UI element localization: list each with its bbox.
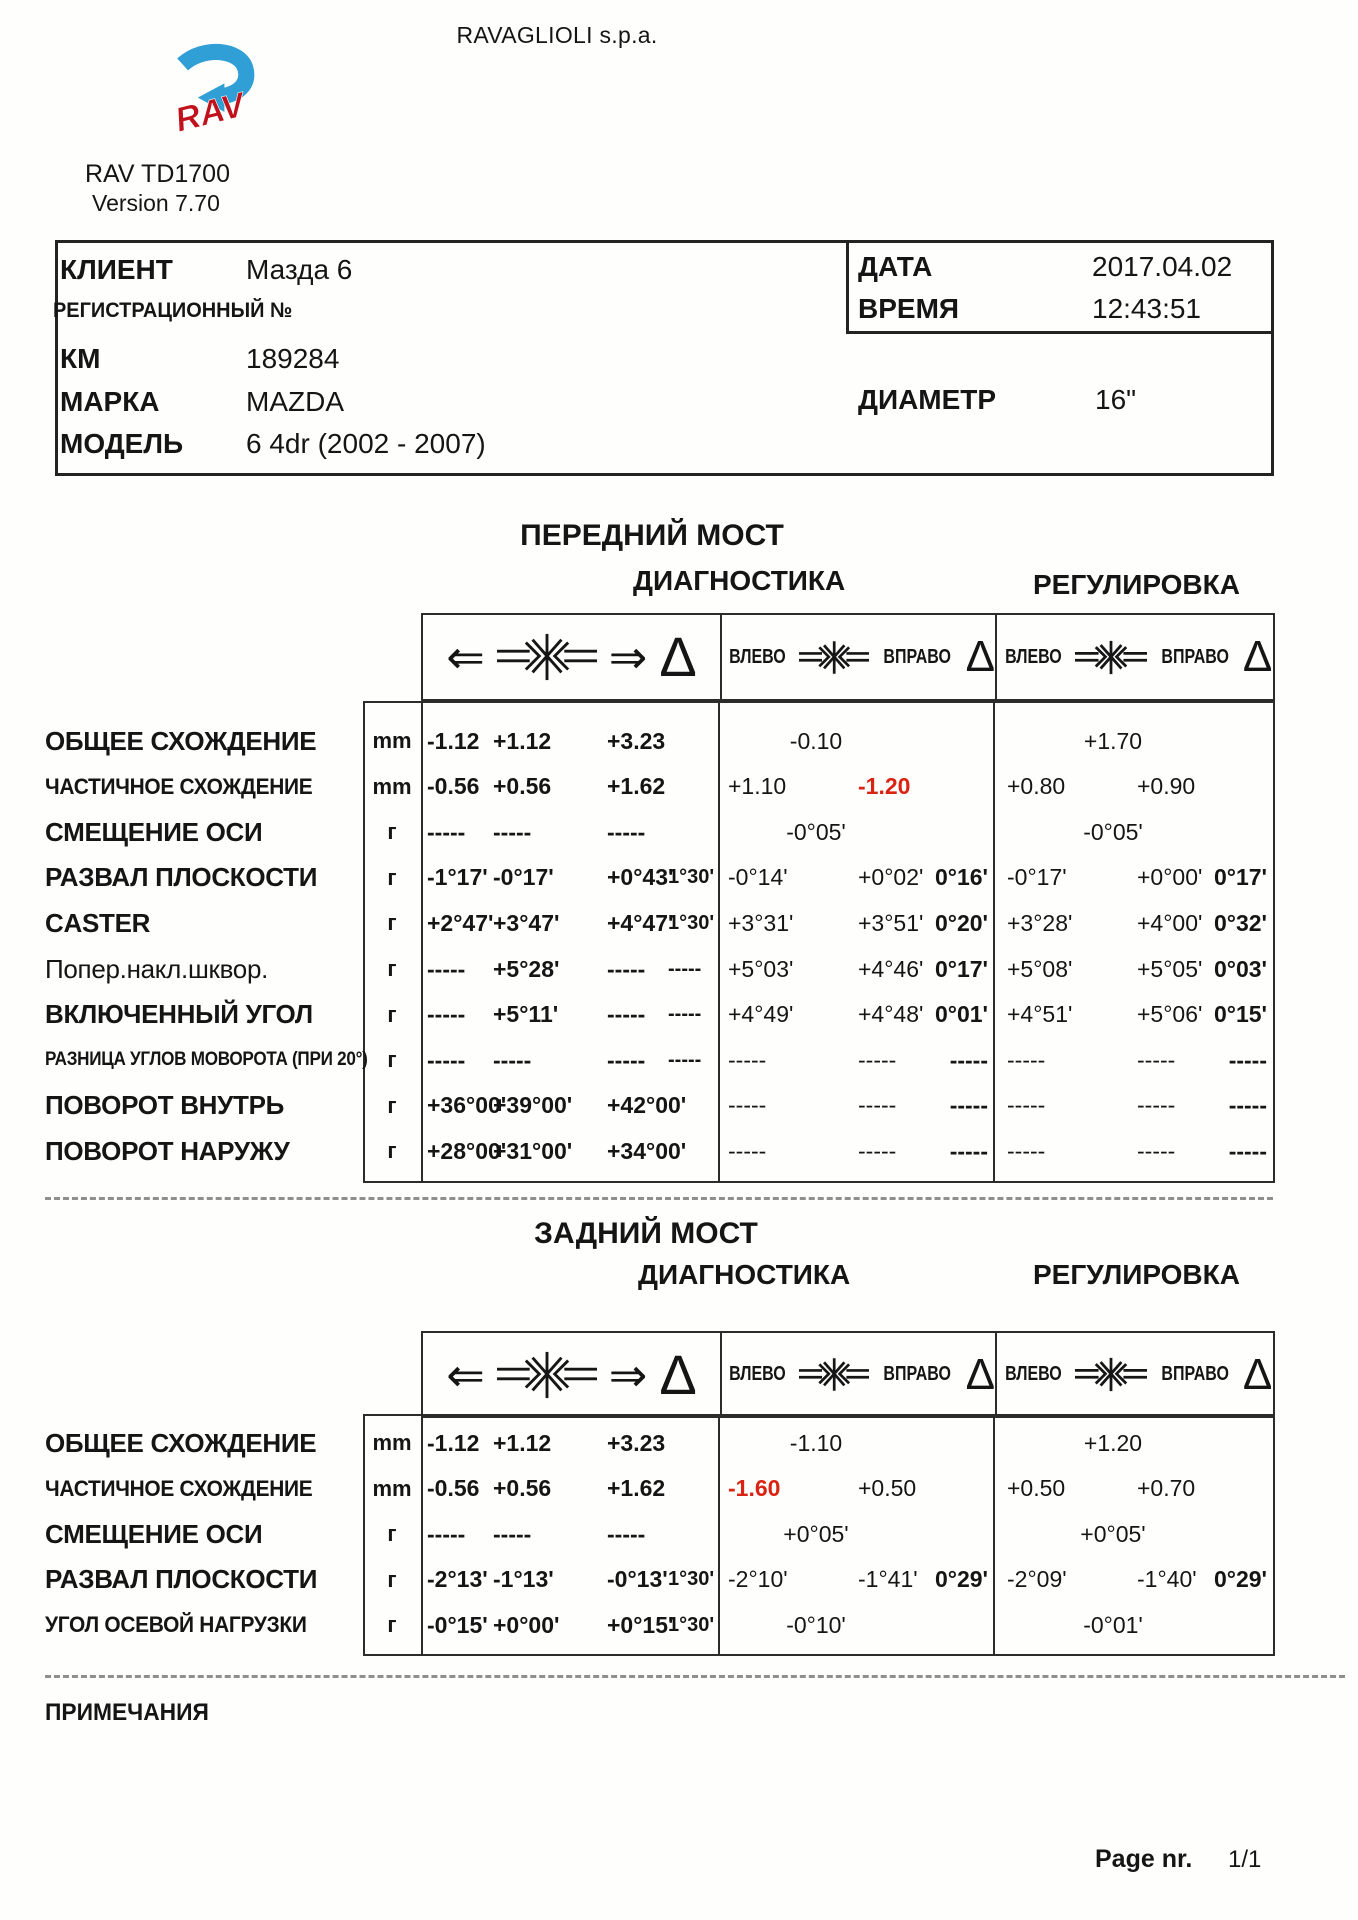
diag-delta-value: -----: [949, 1137, 988, 1164]
diag-delta-value: -----: [949, 1092, 988, 1119]
row-label: CASTER: [45, 907, 151, 938]
spec-max-value: +1.62: [607, 1475, 666, 1502]
spec-min-value: -0.56: [427, 1475, 480, 1502]
spec-min-value: -----: [427, 1001, 466, 1028]
spec-min-value: +36°00': [427, 1092, 507, 1119]
diag-left-value: +5°03': [728, 955, 794, 982]
row-unit: г: [387, 1521, 397, 1547]
date-value: 2017.04.02: [1092, 251, 1233, 282]
page-number-label: Page nr.: [1095, 1845, 1193, 1873]
diameter-value: 16": [1095, 384, 1137, 415]
delta-icon: Δ: [1242, 632, 1273, 681]
spec-mid-value: -1°13': [493, 1566, 554, 1593]
spec-mid-value: +39°00': [493, 1092, 573, 1119]
adj-right-value: -----: [1137, 1137, 1176, 1164]
adj-right-value: -1°40': [1137, 1566, 1197, 1593]
diag-left-value: -----: [728, 1092, 767, 1119]
spec-min-value: -2°13': [427, 1566, 488, 1593]
row-label: РАЗВАЛ ПЛОСКОСТИ: [45, 862, 318, 893]
model-value: 6 4dr (2002 - 2007): [246, 428, 486, 459]
rear-table-header: [421, 1331, 1275, 1418]
client-label: КЛИЕНТ: [60, 254, 173, 285]
client-value: Мазда 6: [246, 254, 353, 285]
spec-min-value: -1.12: [427, 1429, 480, 1456]
row-label: СМЕЩЕНИЕ ОСИ: [45, 1518, 263, 1549]
spec-max-value: -----: [607, 818, 646, 845]
diag-center-value: -0.10: [789, 727, 843, 754]
adj-right-value: +0°00': [1137, 864, 1203, 891]
spec-mid-value: -----: [493, 1046, 532, 1073]
delta-icon: Δ: [965, 632, 995, 681]
spec-min-value: -1°17': [427, 864, 488, 891]
toe-icon: [799, 1356, 869, 1393]
diag-right-value: -1.20: [858, 773, 911, 800]
adj-delta-value: 0°29': [1213, 1566, 1267, 1593]
spec-mid-value: +0°00': [493, 1611, 560, 1638]
adj-left-value: +3°28': [1007, 909, 1073, 936]
row-label: Попер.накл.шквор.: [45, 953, 269, 984]
rav-logo-icon: [156, 40, 270, 142]
time-value: 12:43:51: [1092, 293, 1201, 324]
table-row: [0, 763, 1358, 811]
table-row: [0, 899, 1358, 947]
left-direction-label: ВЛЕВО: [729, 1363, 786, 1385]
row-unit: г: [387, 910, 397, 936]
tolerance-value: -----: [668, 1048, 702, 1071]
row-label: ВКЛЮЧЕННЫЙ УГОЛ: [45, 999, 313, 1030]
diag-left-value: -2°10': [728, 1566, 788, 1593]
right-direction-label: ВПРАВО: [883, 1363, 952, 1385]
diag-left-value: +3°31': [728, 909, 794, 936]
diag-right-value: +3°51': [858, 909, 924, 936]
row-label: ОБЩЕЕ СХОЖДЕНИЕ: [45, 1427, 317, 1458]
km-label: КМ: [60, 343, 101, 374]
row-unit: mm: [372, 1475, 412, 1501]
delta-icon: Δ: [965, 1349, 995, 1399]
tolerance-value: 1°30': [668, 911, 715, 934]
table-row: [0, 1127, 1358, 1175]
diag-center-value: -1.10: [789, 1429, 843, 1456]
table-row: [0, 1601, 1358, 1649]
toe-icon: [1075, 639, 1147, 676]
diag-right-value: -----: [858, 1092, 897, 1119]
row-unit: г: [387, 1001, 397, 1027]
right-direction-label: ВПРАВО: [1160, 1363, 1229, 1385]
table-row: [0, 991, 1358, 1039]
adj-right-value: +5°06': [1137, 1001, 1203, 1028]
table-row: [0, 1419, 1358, 1467]
adj-right-value: +0.70: [1137, 1475, 1196, 1502]
software-version: Version 7.70: [92, 190, 220, 216]
adj-delta-value: -----: [1228, 1046, 1267, 1073]
row-unit: г: [387, 956, 397, 981]
table-row: [0, 808, 1358, 856]
diameter-label: ДИАМЕТР: [858, 384, 997, 415]
diag-left-value: -1.60: [728, 1475, 781, 1502]
diag-right-value: +4°48': [858, 1001, 924, 1028]
row-unit: mm: [372, 728, 412, 753]
spec-max-value: +3.23: [607, 1429, 666, 1456]
notes-label: ПРИМЕЧАНИЯ: [45, 1699, 209, 1726]
diagnostics-header-cell: [722, 615, 997, 699]
row-label: РАЗНИЦА УГЛОВ МОВОРОТА (ПРИ 20°): [45, 1049, 368, 1071]
adj-left-value: +0.80: [1007, 773, 1066, 800]
adj-left-value: -----: [1007, 1137, 1046, 1164]
adj-left-value: +0.50: [1007, 1475, 1066, 1502]
spec-max-value: +0°43': [607, 864, 674, 891]
spec-header-cell: [423, 1333, 722, 1416]
device-model: RAV TD1700: [85, 160, 230, 188]
table-row: [0, 854, 1358, 902]
brand-value: MAZDA: [246, 386, 344, 417]
adj-right-value: +0.90: [1137, 773, 1196, 800]
row-unit: mm: [372, 1430, 412, 1455]
adj-center-value: -0°01': [1083, 1611, 1143, 1638]
adj-delta-value: 0°15': [1213, 1001, 1267, 1028]
adj-delta-value: -----: [1228, 1137, 1267, 1164]
row-label: УГОЛ ОСЕВОЙ НАГРУЗКИ: [45, 1612, 307, 1638]
adj-delta-value: 0°17': [1213, 864, 1267, 891]
diag-left-value: +4°49': [728, 1001, 794, 1028]
spec-mid-value: -----: [493, 1520, 532, 1547]
table-row: [0, 1082, 1358, 1130]
rear-axle-title: ЗАДНИЙ МОСТ: [534, 1217, 758, 1250]
adj-right-value: +5°05': [1137, 955, 1203, 982]
diag-delta-value: 0°01': [934, 1001, 988, 1028]
arrow-right-icon: ⇒: [608, 1348, 648, 1401]
diag-center-value: +0°05': [783, 1520, 849, 1547]
spec-mid-value: +0.56: [493, 1475, 552, 1502]
diagnostics-header-cell: [722, 1333, 997, 1416]
spec-min-value: -1.12: [427, 727, 480, 754]
row-unit: г: [387, 864, 397, 890]
spec-mid-value: -0°17': [493, 864, 554, 891]
row-unit: г: [387, 1612, 397, 1638]
left-direction-label: ВЛЕВО: [729, 645, 786, 668]
date-label: ДАТА: [858, 251, 933, 282]
row-label: РАЗВАЛ ПЛОСКОСТИ: [45, 1564, 318, 1595]
spec-mid-value: +1.12: [493, 1429, 552, 1456]
row-unit: г: [387, 819, 397, 845]
table-row: [0, 717, 1358, 765]
front-table-header: [421, 613, 1275, 701]
adj-delta-value: 0°03': [1213, 955, 1267, 982]
spec-min-value: -----: [427, 1520, 466, 1547]
tolerance-value: -----: [668, 1003, 702, 1026]
time-label: ВРЕМЯ: [858, 293, 960, 324]
registration-label: РЕГИСТРАЦИОННЫЙ №: [53, 299, 293, 322]
diag-right-value: +0.50: [858, 1475, 917, 1502]
toe-icon: [497, 632, 597, 682]
spec-min-value: +2°47': [427, 909, 494, 936]
spec-max-value: +42°00': [607, 1092, 687, 1119]
page-number-value: 1/1: [1228, 1846, 1262, 1873]
front-axle-title: ПЕРЕДНИЙ МОСТ: [520, 519, 784, 552]
adj-delta-value: 0°32': [1213, 909, 1267, 936]
spec-min-value: -----: [427, 1046, 466, 1073]
table-row: [0, 945, 1358, 993]
row-unit: г: [387, 1047, 397, 1073]
delta-icon: Δ: [1242, 1349, 1273, 1399]
spec-max-value: -0°13': [607, 1566, 668, 1593]
adj-delta-value: -----: [1228, 1092, 1267, 1119]
adj-center-value: +1.70: [1083, 727, 1143, 754]
arrow-right-icon: ⇒: [608, 631, 648, 683]
adj-right-value: +4°00': [1137, 909, 1203, 936]
spec-max-value: +1.62: [607, 773, 666, 800]
spec-max-value: +0°15': [607, 1611, 674, 1638]
diag-left-value: -0°14': [728, 864, 788, 891]
company-name: RAVAGLIOLI s.p.a.: [456, 22, 658, 48]
diag-delta-value: 0°29': [934, 1566, 988, 1593]
logo-text: RAV: [171, 85, 249, 140]
right-direction-label: ВПРАВО: [1160, 645, 1229, 668]
brand-label: МАРКА: [60, 386, 160, 417]
section-separator: [45, 1675, 1345, 1678]
tolerance-value: 1°30': [668, 1568, 715, 1591]
rear-diagnostics-label: ДИАГНОСТИКА: [638, 1259, 851, 1290]
tolerance-value: -----: [668, 957, 702, 980]
adj-left-value: +5°08': [1007, 955, 1073, 982]
model-label: МОДЕЛЬ: [60, 428, 184, 459]
row-unit: г: [387, 1092, 397, 1118]
diag-center-value: -0°05': [786, 818, 846, 845]
row-label: СМЕЩЕНИЕ ОСИ: [45, 816, 263, 847]
spec-header-cell: [423, 615, 722, 699]
spec-min-value: +28°00': [427, 1137, 507, 1164]
table-row: [0, 1556, 1358, 1604]
arrow-left-icon: ⇐: [446, 1348, 485, 1401]
row-unit: mm: [372, 773, 412, 799]
diag-delta-value: 0°20': [934, 909, 988, 936]
diag-right-value: -----: [858, 1046, 897, 1073]
spec-min-value: -0.56: [427, 773, 480, 800]
adj-left-value: +4°51': [1007, 1001, 1073, 1028]
diag-left-value: +1.10: [728, 773, 787, 800]
diag-right-value: +4°46': [858, 955, 924, 982]
diag-left-value: -----: [728, 1046, 767, 1073]
row-label: ЧАСТИЧНОЕ СХОЖДЕНИЕ: [45, 773, 313, 799]
spec-mid-value: +31°00': [493, 1137, 573, 1164]
left-direction-label: ВЛЕВО: [1004, 1363, 1062, 1385]
toe-icon: [1075, 1356, 1147, 1393]
row-label: ЧАСТИЧНОЕ СХОЖДЕНИЕ: [45, 1475, 313, 1501]
adj-center-value: -0°05': [1083, 818, 1143, 845]
row-label: ПОВОРОТ НАРУЖУ: [45, 1135, 290, 1166]
adj-left-value: -----: [1007, 1046, 1046, 1073]
row-label: ОБЩЕЕ СХОЖДЕНИЕ: [45, 725, 317, 756]
tolerance-value: 1°30': [668, 1613, 715, 1636]
spec-mid-value: +5°11': [493, 1001, 559, 1028]
table-row: [0, 1036, 1358, 1084]
spec-max-value: +4°47': [607, 909, 674, 936]
spec-max-value: -----: [607, 955, 646, 982]
front-diagnostics-label: ДИАГНОСТИКА: [633, 565, 846, 596]
spec-mid-value: +5°28': [493, 955, 560, 982]
table-row: [0, 1510, 1358, 1558]
km-value: 189284: [246, 343, 340, 374]
diag-right-value: -----: [858, 1137, 897, 1164]
adj-right-value: -----: [1137, 1092, 1176, 1119]
spec-mid-value: +3°47': [493, 909, 560, 936]
adj-left-value: -0°17': [1007, 864, 1067, 891]
spec-max-value: +3.23: [607, 727, 666, 754]
spec-mid-value: +1.12: [493, 727, 552, 754]
spec-min-value: -0°15': [427, 1611, 488, 1638]
spec-mid-value: -----: [493, 818, 532, 845]
adj-left-value: -----: [1007, 1092, 1046, 1119]
spec-max-value: -----: [607, 1046, 646, 1073]
adj-right-value: -----: [1137, 1046, 1176, 1073]
diag-center-value: -0°10': [786, 1611, 846, 1638]
delta-icon: Δ: [659, 625, 697, 688]
row-label: ПОВОРОТ ВНУТРЬ: [45, 1090, 285, 1121]
diag-left-value: -----: [728, 1137, 767, 1164]
tolerance-value: 1°30': [668, 866, 715, 889]
arrow-left-icon: ⇐: [446, 631, 485, 683]
diag-delta-value: 0°17': [934, 955, 988, 982]
spec-min-value: -----: [427, 955, 466, 982]
diag-delta-value: 0°16': [934, 864, 988, 891]
toe-icon: [799, 639, 869, 676]
spec-max-value: -----: [607, 1520, 646, 1547]
delta-icon: Δ: [659, 1342, 697, 1406]
diag-right-value: -1°41': [858, 1566, 918, 1593]
adjustment-header-cell: [997, 615, 1273, 699]
section-separator: [45, 1197, 1273, 1200]
spec-max-value: -----: [607, 1001, 646, 1028]
table-row: [0, 1465, 1358, 1513]
front-adjustment-label: РЕГУЛИРОВКА: [1033, 569, 1240, 600]
row-unit: г: [387, 1138, 397, 1164]
left-direction-label: ВЛЕВО: [1004, 645, 1062, 668]
row-unit: г: [387, 1566, 397, 1592]
adj-left-value: -2°09': [1007, 1566, 1067, 1593]
spec-max-value: +34°00': [607, 1137, 687, 1164]
toe-icon: [497, 1350, 597, 1400]
rear-adjustment-label: РЕГУЛИРОВКА: [1033, 1259, 1240, 1290]
diag-right-value: +0°02': [858, 864, 924, 891]
diag-delta-value: -----: [949, 1046, 988, 1073]
adj-center-value: +0°05': [1080, 1520, 1146, 1547]
spec-min-value: -----: [427, 818, 466, 845]
adj-center-value: +1.20: [1083, 1429, 1143, 1456]
right-direction-label: ВПРАВО: [883, 645, 952, 668]
adjustment-header-cell: [997, 1333, 1273, 1416]
spec-mid-value: +0.56: [493, 773, 552, 800]
